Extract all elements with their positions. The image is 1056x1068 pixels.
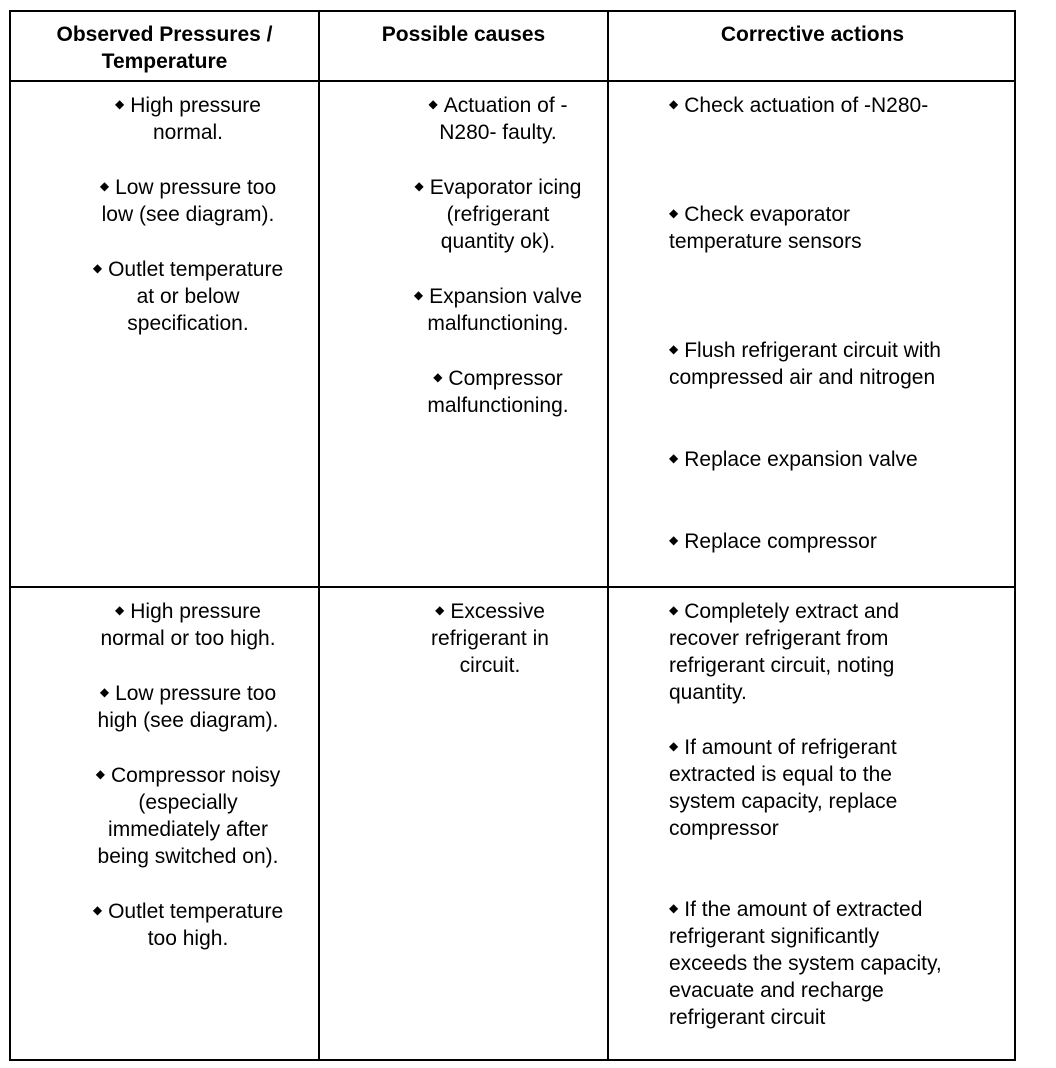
actions-item-line: refrigerant significantly bbox=[669, 925, 880, 948]
bullet-icon: ◆ bbox=[669, 342, 679, 356]
observed-item-line: normal. bbox=[152, 121, 224, 144]
header-actions bbox=[609, 21, 1016, 48]
actions-item-line: ◆ Flush refrigerant circuit with bbox=[669, 339, 941, 362]
observed-bullet-item bbox=[93, 255, 283, 337]
bullet-icon: ◆ bbox=[99, 685, 110, 699]
observed-item-line: ◆ Compressor noisy bbox=[95, 764, 281, 787]
actions-item-line: ◆ If the amount of extracted bbox=[669, 898, 923, 921]
causes-item-line: ◆ Actuation of - bbox=[428, 94, 568, 117]
causes-bullet-item bbox=[431, 597, 549, 679]
observed-item-line: ◆ Low pressure too bbox=[99, 682, 277, 705]
observed-item-line: normal or too high. bbox=[100, 627, 276, 650]
causes-item-line: circuit. bbox=[459, 654, 521, 677]
bullet-icon: ◆ bbox=[115, 97, 125, 111]
actions-bullet-item bbox=[669, 200, 862, 255]
observed-item-line: ◆ High pressure bbox=[115, 94, 261, 117]
observed-bullet-item bbox=[115, 91, 261, 146]
observed-item-line: high (see diagram). bbox=[97, 709, 279, 732]
causes-item-line: ◆ Evaporator icing bbox=[414, 176, 582, 199]
header-causes-label: Possible causes bbox=[381, 23, 546, 46]
bullet-icon: ◆ bbox=[115, 603, 125, 617]
bullet-icon: ◆ bbox=[428, 97, 438, 111]
column-divider bbox=[607, 12, 609, 1059]
actions-item-line: evacuate and recharge bbox=[669, 979, 884, 1002]
actions-item-line: compressor bbox=[669, 817, 779, 840]
bullet-icon: ◆ bbox=[669, 451, 679, 465]
header-observed-line: Observed Pressures / bbox=[56, 23, 273, 46]
causes-bullet-item bbox=[429, 91, 568, 146]
observed-item-line: immediately after bbox=[108, 818, 268, 841]
bullet-icon: ◆ bbox=[95, 767, 105, 781]
actions-bullet-item bbox=[669, 527, 877, 555]
bullet-icon: ◆ bbox=[413, 288, 424, 302]
actions-bullet-item bbox=[669, 336, 941, 391]
actions-item-line: exceeds the system capacity, bbox=[669, 952, 942, 975]
observed-item-line: (especially bbox=[138, 791, 238, 814]
observed-item-line: ◆ Outlet temperature bbox=[92, 258, 284, 281]
bullet-icon: ◆ bbox=[669, 901, 679, 915]
observed-item-line: low (see diagram). bbox=[101, 203, 275, 226]
bullet-icon: ◆ bbox=[92, 261, 103, 275]
actions-item-line: compressed air and nitrogen bbox=[669, 366, 936, 389]
header-actions-label: Corrective actions bbox=[720, 23, 905, 46]
actions-item-line: quantity. bbox=[669, 681, 747, 704]
causes-item-line: malfunctioning. bbox=[427, 394, 569, 417]
observed-item-line: specification. bbox=[127, 312, 249, 335]
causes-item-line: refrigerant in bbox=[431, 627, 549, 650]
observed-bullet-item bbox=[100, 597, 275, 652]
causes-item-line: ◆ Compressor bbox=[433, 367, 563, 390]
bullet-icon: ◆ bbox=[414, 179, 424, 193]
observed-bullet-item bbox=[98, 679, 279, 734]
observed-bullet-item bbox=[100, 173, 276, 228]
causes-item-line: ◆ Expansion valve bbox=[413, 285, 583, 308]
bullet-icon: ◆ bbox=[435, 603, 445, 617]
actions-item-line: ◆ Check actuation of -N280- bbox=[669, 94, 929, 117]
actions-bullet-item bbox=[669, 445, 918, 473]
observed-item-line: ◆ High pressure bbox=[115, 600, 261, 623]
bullet-icon: ◆ bbox=[669, 97, 679, 111]
row-divider bbox=[11, 586, 1014, 588]
actions-item-line: ◆ Completely extract and bbox=[669, 600, 900, 623]
causes-bullet-item bbox=[427, 364, 568, 419]
observed-item-line: ◆ Outlet temperature bbox=[92, 900, 284, 923]
causes-item-line: ◆ Excessive bbox=[435, 600, 545, 623]
causes-item-line: N280- faulty. bbox=[439, 121, 557, 144]
causes-item-line: (refrigerant bbox=[446, 203, 550, 226]
observed-bullet-item bbox=[93, 897, 283, 952]
actions-bullet-item bbox=[669, 597, 899, 706]
actions-item-line: recover refrigerant from bbox=[669, 627, 889, 650]
header-causes bbox=[320, 21, 607, 48]
header-observed-line: Temperature bbox=[101, 50, 228, 73]
causes-bullet-item bbox=[415, 173, 582, 255]
actions-item-line: refrigerant circuit bbox=[669, 1006, 826, 1029]
actions-item-line: refrigerant circuit, noting bbox=[669, 654, 895, 677]
causes-bullet-item bbox=[414, 282, 582, 337]
actions-item-line: system capacity, replace bbox=[669, 790, 898, 813]
bullet-icon: ◆ bbox=[92, 903, 103, 917]
actions-bullet-item bbox=[669, 895, 942, 1031]
observed-item-line: ◆ Low pressure too bbox=[99, 176, 277, 199]
bullet-icon: ◆ bbox=[669, 603, 679, 617]
bullet-icon: ◆ bbox=[669, 739, 679, 753]
observed-item-line: too high. bbox=[147, 927, 229, 950]
actions-item-line: ◆ Replace expansion valve bbox=[669, 448, 918, 471]
causes-item-line: quantity ok). bbox=[440, 230, 556, 253]
actions-item-line: extracted is equal to the bbox=[669, 763, 892, 786]
header-observed bbox=[11, 21, 318, 75]
header-divider bbox=[11, 80, 1014, 82]
observed-item-line: at or below bbox=[136, 285, 240, 308]
actions-item-line: ◆ If amount of refrigerant bbox=[669, 736, 897, 759]
bullet-icon: ◆ bbox=[669, 533, 679, 547]
bullet-icon: ◆ bbox=[99, 179, 110, 193]
observed-item-line: being switched on). bbox=[97, 845, 279, 868]
actions-bullet-item bbox=[669, 91, 928, 119]
actions-item-line: temperature sensors bbox=[669, 230, 862, 253]
actions-bullet-item bbox=[669, 733, 897, 842]
actions-item-line: ◆ Check evaporator bbox=[669, 203, 850, 226]
actions-item-line: ◆ Replace compressor bbox=[669, 530, 877, 553]
bullet-icon: ◆ bbox=[669, 206, 679, 220]
causes-item-line: malfunctioning. bbox=[427, 312, 569, 335]
observed-bullet-item bbox=[96, 761, 280, 870]
bullet-icon: ◆ bbox=[433, 370, 443, 384]
column-divider bbox=[318, 12, 320, 1059]
